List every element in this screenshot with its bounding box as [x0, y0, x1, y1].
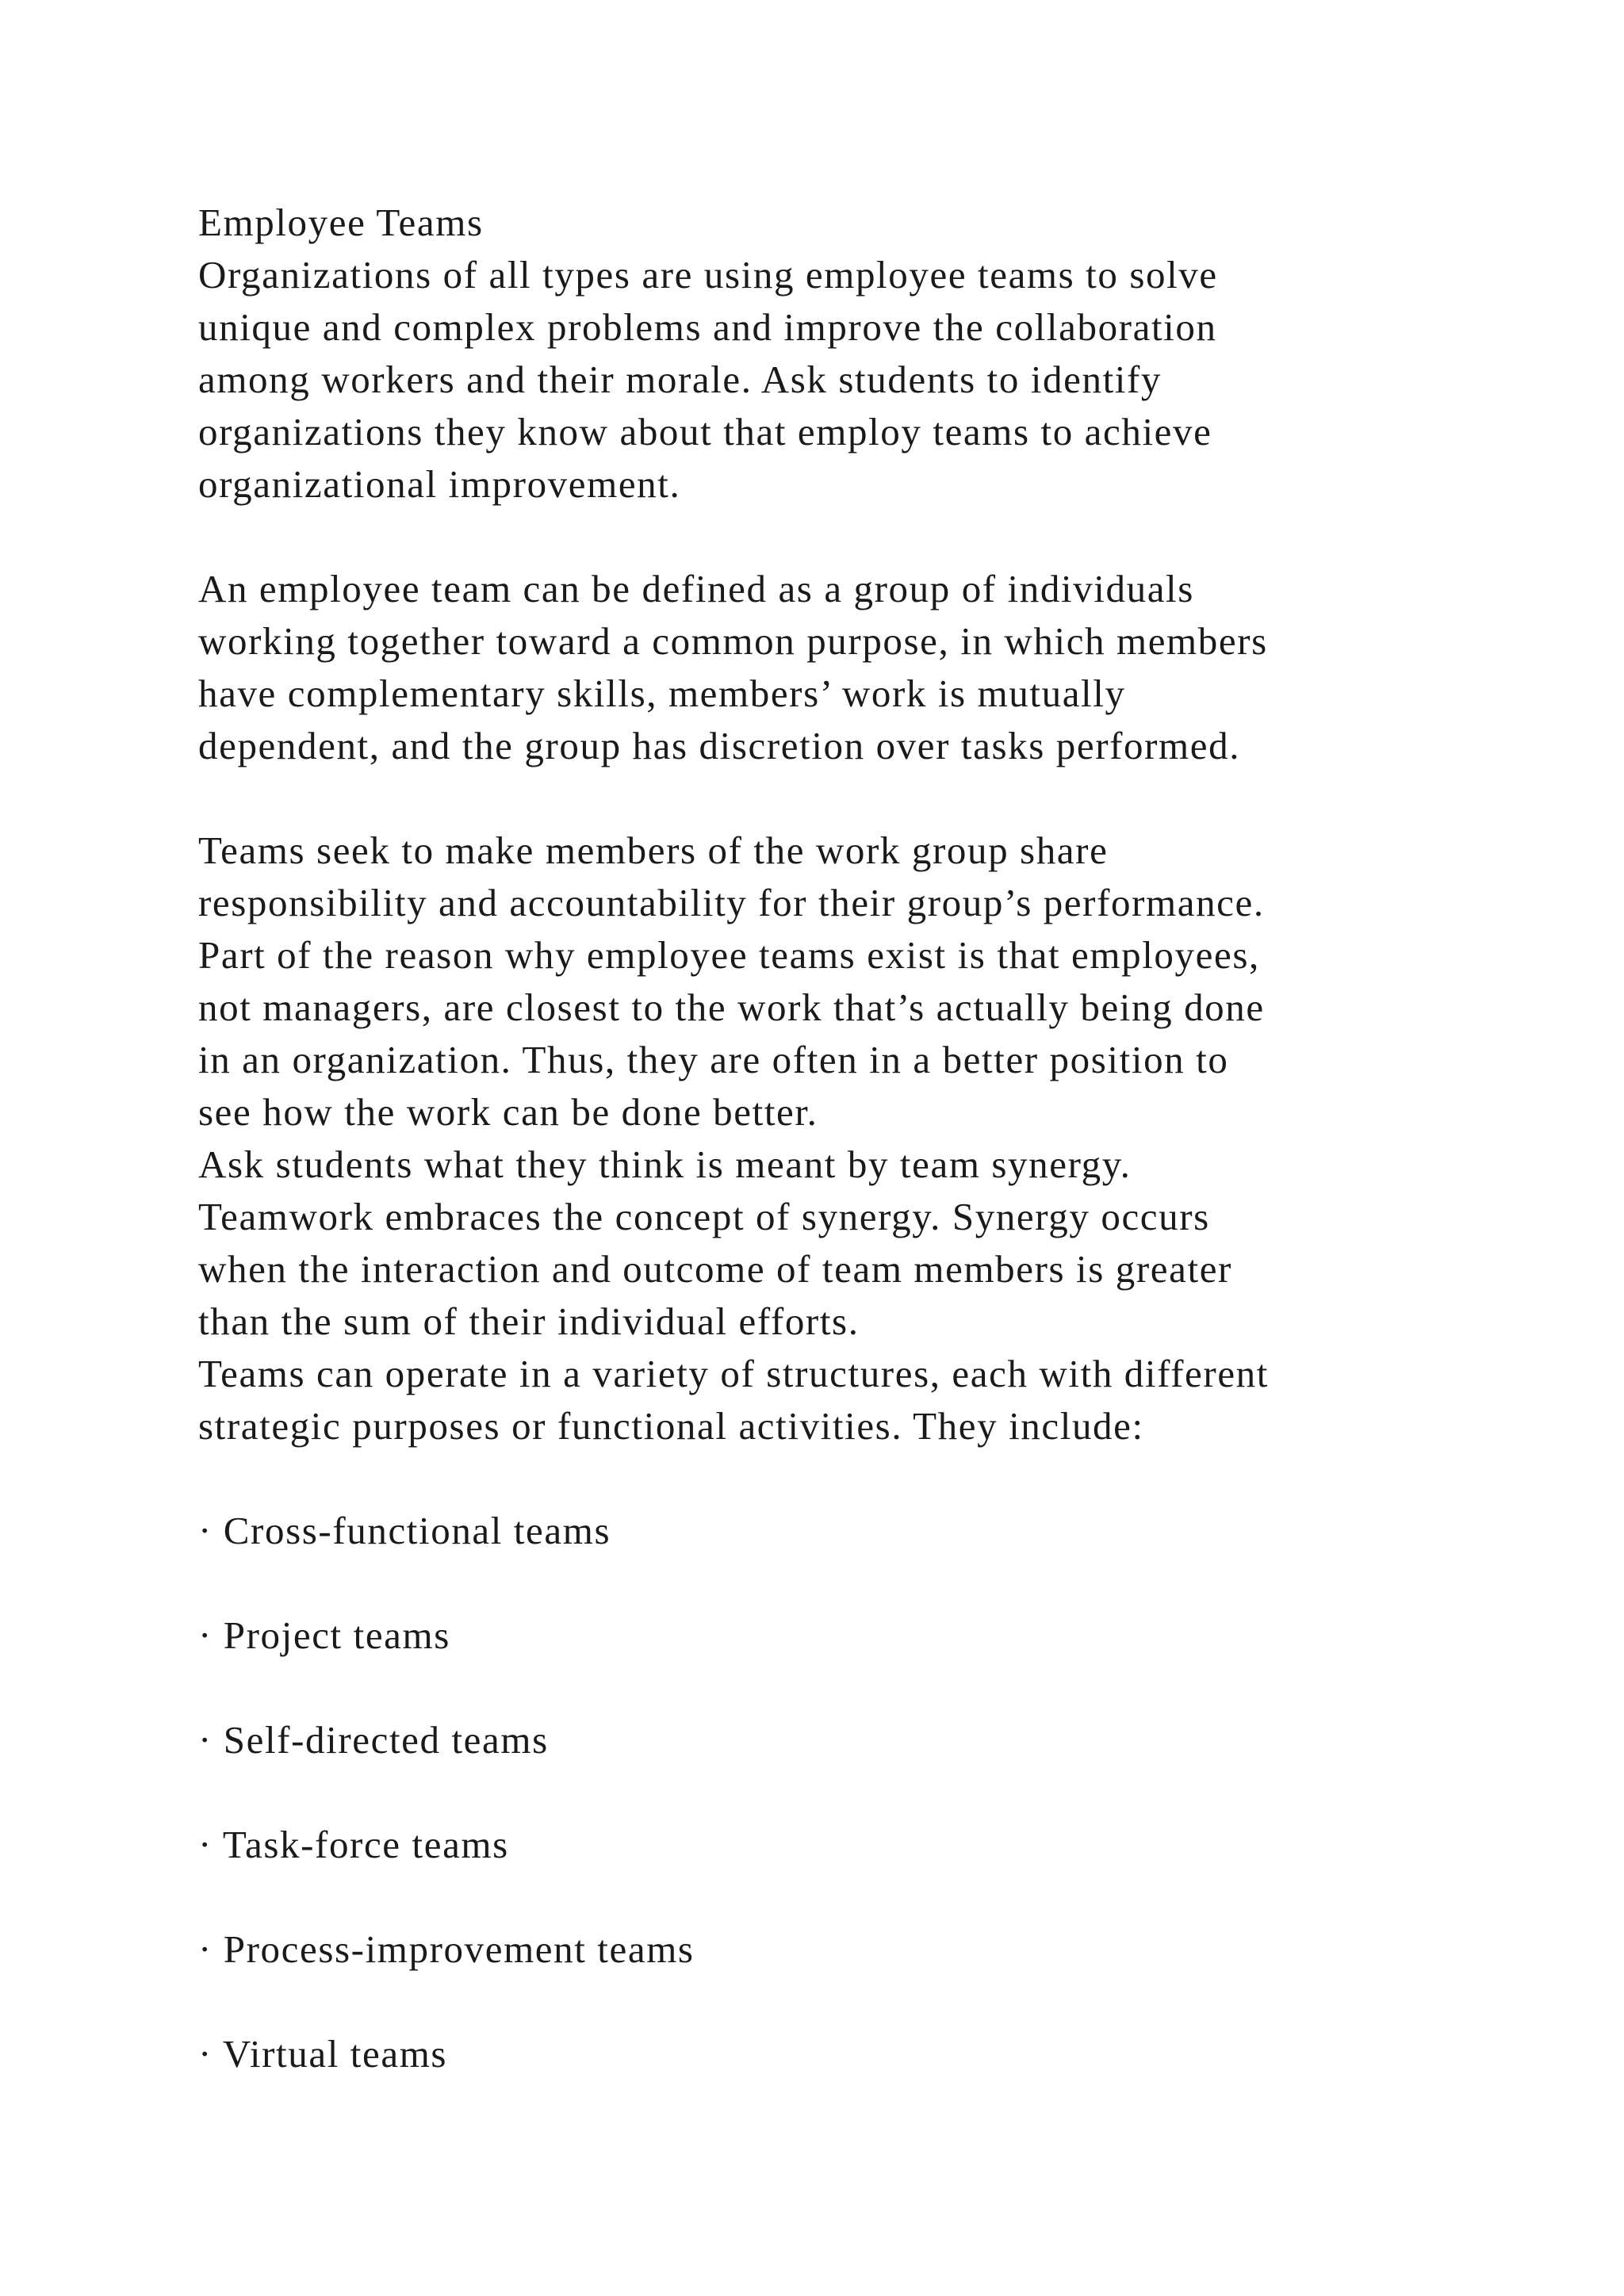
responsibility-line: Teams seek to make members of the work group share	[198, 828, 1109, 872]
responsibility-paragraph	[198, 825, 1546, 1452]
definition-line: An employee team can be defined as a group of individuals	[198, 567, 1194, 610]
definition-paragraph	[198, 563, 1546, 772]
document-title: Employee Teams	[198, 201, 484, 244]
list-item: · Task-force teams	[198, 1823, 509, 1866]
team-types-list	[198, 1505, 1546, 2080]
list-spacer	[198, 1662, 1546, 1714]
list-spacer	[198, 1557, 1546, 1609]
paragraph-spacer	[198, 1452, 1546, 1505]
responsibility-line: responsibility and accountability for their group’s performance.	[198, 881, 1265, 924]
list-item: · Self-directed teams	[198, 1718, 549, 1762]
list-item: · Process-improvement teams	[198, 1927, 695, 1971]
intro-paragraph	[198, 249, 1546, 511]
definition-line: dependent, and the group has discretion over tasks performed.	[198, 724, 1241, 767]
responsibility-line: in an organization. Thus, they are often in a better position to	[198, 1038, 1229, 1081]
paragraph-spacer	[198, 511, 1546, 563]
list-spacer	[198, 1871, 1546, 1923]
list-item: · Cross-functional teams	[198, 1509, 611, 1552]
responsibility-line: Part of the reason why employee teams exist is that employees,	[198, 933, 1260, 977]
intro-line: unique and complex problems and improve the collaboration	[198, 305, 1217, 349]
paragraph-spacer	[198, 772, 1546, 825]
definition-line: working together toward a common purpose, in which members	[198, 619, 1268, 663]
intro-line: Organizations of all types are using employee teams to solve	[198, 253, 1218, 297]
responsibility-line: when the interaction and outcome of team members is greater	[198, 1247, 1232, 1291]
responsibility-line: Teams can operate in a variety of structures, each with different	[198, 1352, 1269, 1395]
list-item: · Project teams	[198, 1613, 450, 1657]
responsibility-line: not managers, are closest to the work that’s actually being done	[198, 985, 1265, 1029]
intro-line: among workers and their morale. Ask students to identify	[198, 358, 1162, 401]
responsibility-line: strategic purposes or functional activities. They include:	[198, 1404, 1144, 1448]
list-item: · Virtual teams	[198, 2032, 448, 2076]
list-spacer	[198, 1766, 1546, 1819]
responsibility-line: Ask students what they think is meant by team synergy.	[198, 1142, 1132, 1186]
responsibility-line: Teamwork embraces the concept of synergy. Synergy occurs	[198, 1195, 1210, 1238]
definition-line: have complementary skills, members’ work is mutually	[198, 672, 1126, 715]
document-page	[198, 197, 1546, 2080]
intro-line: organizations they know about that employ teams to achieve	[198, 410, 1212, 453]
list-spacer	[198, 1976, 1546, 2028]
responsibility-line: see how the work can be done better.	[198, 1090, 818, 1134]
intro-line: organizational improvement.	[198, 462, 681, 506]
responsibility-line: than the sum of their individual efforts.	[198, 1299, 860, 1343]
